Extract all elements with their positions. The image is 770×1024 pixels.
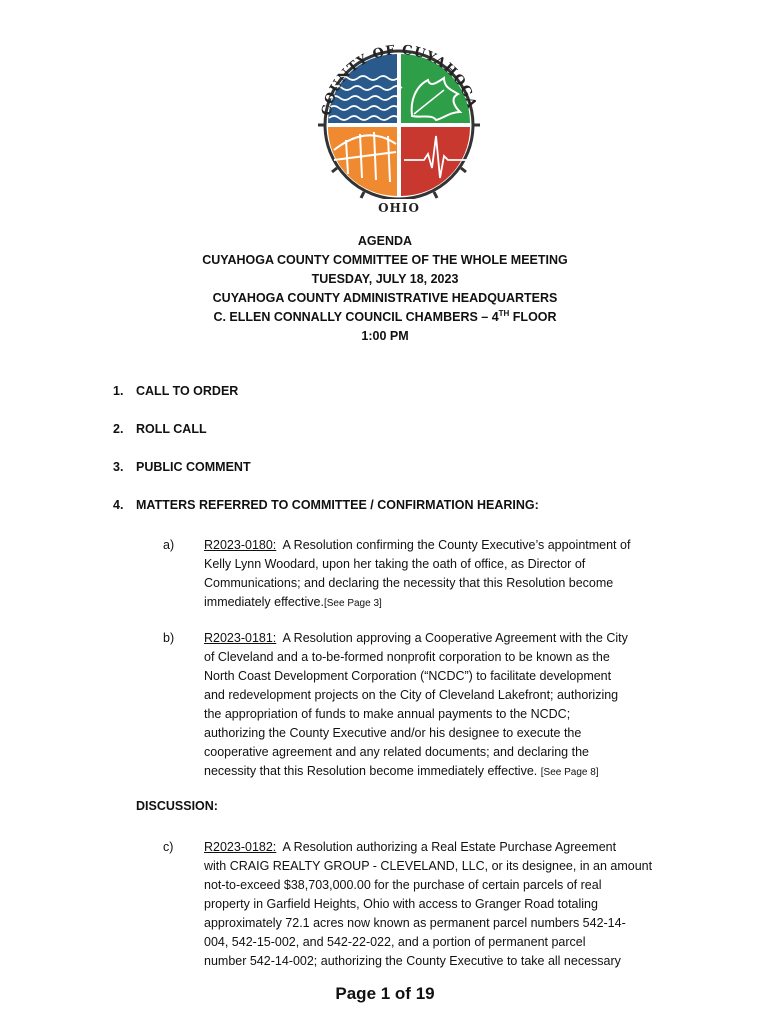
meeting-room: C. ELLEN CONNALLY COUNCIL CHAMBERS – 4TH FLOOR — [213, 308, 557, 324]
meeting-date: TUESDAY, JULY 18, 2023 — [311, 272, 459, 286]
bridge-quadrant — [328, 127, 397, 196]
agenda-header — [0, 232, 770, 346]
meeting-time: 1:00 PM — [361, 329, 409, 343]
page-reference: [See Page 8] — [540, 767, 599, 778]
agenda-item-c: c) R2023-0182: A Resolution authorizing a Real Estate Purchase Agreement with CRAIG REALTY GROUP - CLEVELAND, LLC, or its designee, in an amount not-to-exceed $38,703,000.00 for the purchase of certain parcels of real property in Garfield Heights, Ohio with access to Granger Road totaling approximately 72.1 acres now known as permanent parcel numbers 542-14- 004, 542-15-002, and 542-22-022, and a portion of permanent parcel number 542-14-002; authorizing the County Executive to take all necessary — [163, 840, 653, 968]
section-roll-call: 2. ROLL CALL — [113, 422, 207, 436]
seal-arc-text: COUNTY OF CUYAHOGA — [319, 42, 480, 117]
agenda-item-b: b) R2023-0181: A Resolution approving a Cooperative Agreement with the City of Cleveland and a to-be-formed nonprofit corporation to be known as the North Coast Development Corporation (“NCDC”) to facilitate development and redevelopment projects on the City of Cleveland Lakefront; authorizing the appropriation of funds to make annual payments to the NCDC; authorizing the County Executive and/or his designee to execute the cooperative agreement and any related documents; and declaring the necessity that this Resolution become immediately effective. [See Page 8] — [163, 631, 628, 778]
section-call-to-order: 1. CALL TO ORDER — [113, 384, 239, 398]
meeting-building: CUYAHOGA COUNTY ADMINISTRATIVE HEADQUARTERS — [212, 291, 558, 305]
page-reference: [See Page 3] — [323, 598, 382, 609]
section-public-comment: 3. PUBLIC COMMENT — [113, 460, 251, 474]
agenda-title: AGENDA — [357, 234, 413, 248]
agenda-item-a: a) R2023-0180: A Resolution confirming the County Executive’s appointment of Kelly Lynn Woodard, upon her taking the oath of office, as Director of Communications; and declaring the necessity that this Resolution become immediately effective.[See Page 3] — [163, 538, 631, 609]
resolution-link-r2023-0181[interactable]: R2023-0181: — [204, 631, 277, 645]
meeting-name: CUYAHOGA COUNTY COMMITTEE OF THE WHOLE MEETING — [202, 253, 568, 267]
section-matters-referred: 4. MATTERS REFERRED TO COMMITTEE / CONFIRMATION HEARING: — [113, 498, 539, 512]
county-seal — [312, 28, 486, 218]
discussion-heading: DISCUSSION: — [136, 799, 218, 813]
seal-ohio-text: OHIO — [378, 201, 420, 215]
page-number: Page 1 of 19 — [335, 984, 435, 1003]
resolution-link-r2023-0180[interactable]: R2023-0180: — [204, 538, 277, 552]
resolution-link-r2023-0182[interactable]: R2023-0182: — [204, 840, 277, 854]
